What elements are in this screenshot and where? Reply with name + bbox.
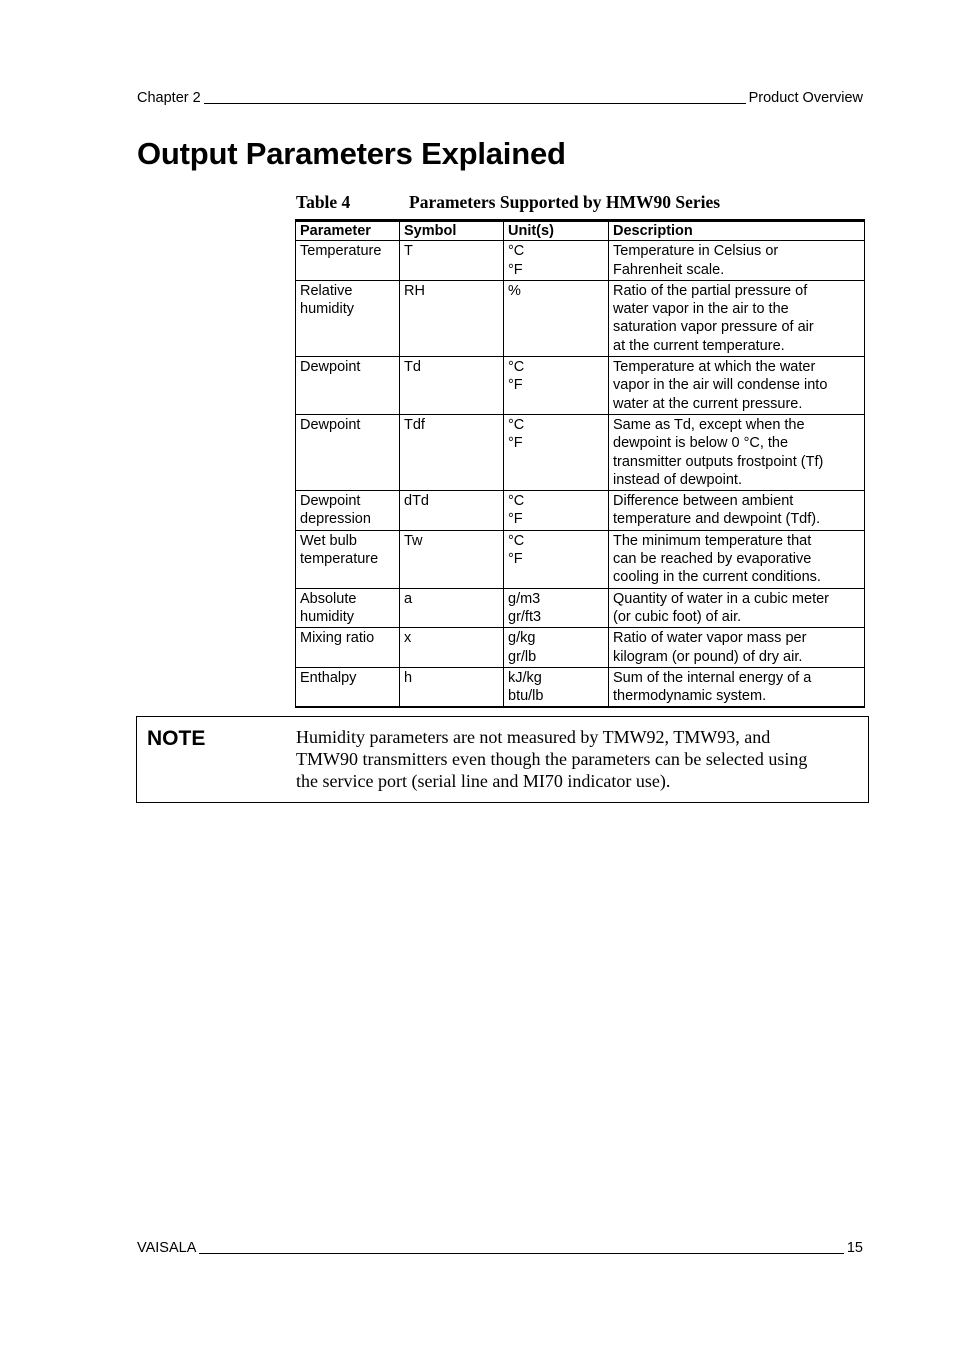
description-cell <box>609 667 865 707</box>
symbol-cell: x <box>400 628 504 668</box>
header-rule <box>204 103 746 104</box>
table-row <box>296 357 865 415</box>
description-cell-line: temperature and dewpoint (Tdf). <box>613 511 821 528</box>
table-caption <box>296 192 720 213</box>
description-cell-line: dewpoint is below 0 °C, the <box>613 435 789 452</box>
page-header <box>137 90 863 106</box>
description-cell-line: Ratio of water vapor mass per <box>613 630 807 647</box>
units-cell <box>504 241 609 281</box>
note-line: TMW90 transmitters even though the parameters can be selected using <box>296 749 808 769</box>
symbol-cell: dTd <box>400 491 504 531</box>
description-cell <box>609 530 865 588</box>
symbol-cell: T <box>400 241 504 281</box>
section-label: Product Overview <box>748 90 863 106</box>
table-number: Table 4 <box>296 192 351 212</box>
description-cell-line: Temperature at which the water <box>613 359 816 376</box>
units-cell-line: °F <box>508 261 523 278</box>
description-cell-line: Temperature in Celsius or <box>613 243 779 260</box>
description-cell-line: Ratio of the partial pressure of <box>613 282 808 299</box>
note-text <box>296 726 856 792</box>
table-header-row <box>296 221 865 241</box>
parameter-cell <box>296 667 400 707</box>
parameter-cell-line: Mixing ratio <box>300 630 375 647</box>
units-cell <box>504 530 609 588</box>
note-line: the service port (serial line and MI70 indicator use). <box>296 771 671 791</box>
units-cell-line: °F <box>508 377 523 394</box>
description-cell-line: Sum of the internal energy of a <box>613 669 812 686</box>
units-cell-line: g/kg <box>508 630 536 647</box>
parameter-cell-line: Enthalpy <box>300 669 357 686</box>
units-cell-line: g/m3 <box>508 590 541 607</box>
parameter-cell-line: Wet bulb <box>300 532 357 549</box>
parameters-table <box>295 219 865 708</box>
parameter-cell <box>296 491 400 531</box>
table-row <box>296 667 865 707</box>
units-cell-line: °C <box>508 532 525 549</box>
description-cell-line: instead of dewpoint. <box>613 471 742 488</box>
description-cell <box>609 628 865 668</box>
units-cell-line: °C <box>508 243 525 260</box>
description-cell <box>609 588 865 628</box>
page-title: Output Parameters Explained <box>137 136 566 171</box>
description-cell-line: Quantity of water in a cubic meter <box>613 590 829 607</box>
units-cell-line: gr/lb <box>508 648 537 665</box>
note-label: NOTE <box>147 727 206 750</box>
units-cell <box>504 280 609 356</box>
description-cell-line: water vapor in the air to the <box>613 301 789 318</box>
parameter-cell-line: humidity <box>300 608 354 625</box>
column-header-parameter: Parameter <box>296 221 400 241</box>
table-row <box>296 628 865 668</box>
description-cell <box>609 491 865 531</box>
parameter-cell-line: Relative <box>300 282 353 299</box>
description-cell-line: at the current temperature. <box>613 337 785 354</box>
units-cell-line: btu/lb <box>508 688 544 705</box>
parameter-cell <box>296 628 400 668</box>
units-cell <box>504 414 609 490</box>
parameter-cell <box>296 414 400 490</box>
units-cell-line: °F <box>508 435 523 452</box>
description-cell-line: Difference between ambient <box>613 493 794 510</box>
parameter-cell-line: Dewpoint <box>300 359 361 376</box>
units-cell-line: % <box>508 282 521 299</box>
page-footer <box>137 1240 863 1256</box>
description-cell <box>609 357 865 415</box>
table-row <box>296 588 865 628</box>
table-row <box>296 280 865 356</box>
column-header-description: Description <box>609 221 865 241</box>
units-cell <box>504 628 609 668</box>
description-cell-line: thermodynamic system. <box>613 688 767 705</box>
units-cell-line: gr/ft3 <box>508 608 542 625</box>
description-cell-line: The minimum temperature that <box>613 532 812 549</box>
parameter-cell <box>296 241 400 281</box>
parameter-cell-line: humidity <box>300 301 354 318</box>
description-cell-line: Same as Td, except when the <box>613 416 805 433</box>
note-line: Humidity parameters are not measured by TMW92, TMW93, and <box>296 727 771 747</box>
units-cell <box>504 357 609 415</box>
units-cell-line: kJ/kg <box>508 669 542 686</box>
parameter-cell <box>296 280 400 356</box>
description-cell-line: saturation vapor pressure of air <box>613 319 814 336</box>
chapter-label: Chapter 2 <box>137 90 201 106</box>
description-cell <box>609 414 865 490</box>
parameter-cell <box>296 530 400 588</box>
description-cell-line: water at the current pressure. <box>613 395 803 412</box>
units-cell-line: °C <box>508 359 525 376</box>
symbol-cell: Tw <box>400 530 504 588</box>
description-cell-line: (or cubic foot) of air. <box>613 608 742 625</box>
description-cell-line: can be reached by evaporative <box>613 551 812 568</box>
description-cell-line: cooling in the current conditions. <box>613 569 821 586</box>
footer-rule <box>199 1253 843 1254</box>
table-body <box>296 241 865 708</box>
description-cell-line: transmitter outputs frostpoint (Tf) <box>613 453 824 470</box>
symbol-cell: Tdf <box>400 414 504 490</box>
parameter-cell-line: temperature <box>300 551 379 568</box>
table-caption-text: Parameters Supported by HMW90 Series <box>409 192 721 212</box>
table-row <box>296 241 865 281</box>
units-cell-line: °F <box>508 551 523 568</box>
symbol-cell: Td <box>400 357 504 415</box>
units-cell-line: °C <box>508 416 525 433</box>
parameter-cell-line: Absolute <box>300 590 357 607</box>
parameter-cell-line: Temperature <box>300 243 382 260</box>
units-cell <box>504 491 609 531</box>
description-cell-line: vapor in the air will condense into <box>613 377 828 394</box>
units-cell-line: °F <box>508 511 523 528</box>
symbol-cell: a <box>400 588 504 628</box>
symbol-cell: h <box>400 667 504 707</box>
table-row <box>296 491 865 531</box>
company-name: VAISALA <box>137 1240 197 1256</box>
column-header-symbol: Symbol <box>400 221 504 241</box>
parameter-cell-line: Dewpoint <box>300 493 361 510</box>
parameter-cell <box>296 588 400 628</box>
units-cell <box>504 588 609 628</box>
units-cell-line: °C <box>508 493 525 510</box>
description-cell-line: Fahrenheit scale. <box>613 261 725 278</box>
note-box <box>136 716 869 803</box>
description-cell-line: kilogram (or pound) of dry air. <box>613 648 803 665</box>
table-row <box>296 530 865 588</box>
page-number: 15 <box>846 1240 863 1256</box>
symbol-cell: RH <box>400 280 504 356</box>
description-cell <box>609 280 865 356</box>
description-cell <box>609 241 865 281</box>
units-cell <box>504 667 609 707</box>
parameter-cell-line: depression <box>300 511 371 528</box>
parameter-cell-line: Dewpoint <box>300 416 361 433</box>
column-header-units: Unit(s) <box>504 221 609 241</box>
parameter-cell <box>296 357 400 415</box>
table-row <box>296 414 865 490</box>
